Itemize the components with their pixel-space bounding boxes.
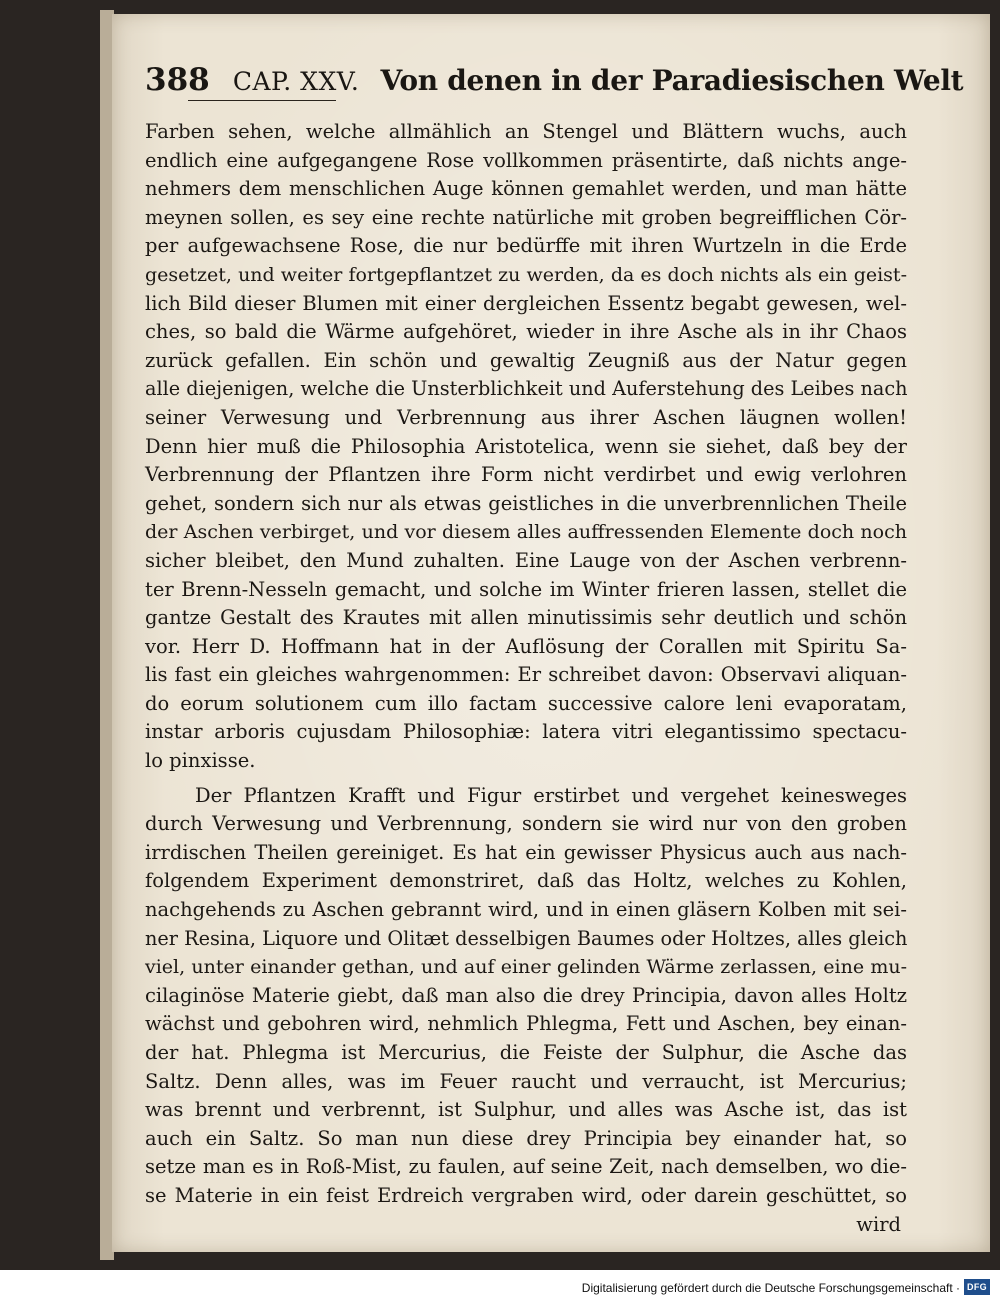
text-line: instar arboris cujusdam Philosophiæ: latera vitri elegantissimo spectacu- — [145, 720, 907, 744]
text-line: Denn hier muß die Philosophia Aristotelica, wenn sie siehet, daß bey der — [145, 434, 907, 458]
text-line: sicher bleibet, den Mund zuhalten. Eine Lauge von der Aschen verbrenn- — [145, 548, 907, 572]
catchword: wird — [856, 1212, 901, 1236]
body-text — [145, 118, 907, 1239]
text-line: folgendem Experiment demonstriret, daß das Holtz, welches zu Kohlen, — [145, 869, 907, 893]
text-line: ter Brenn-Nesseln gemacht, und solche im Winter frieren lassen, stellet die — [145, 577, 907, 601]
text-line: alle diejenigen, welche die Unsterblichkeit und Auferstehung des Leibes nach — [145, 377, 908, 401]
text-line: lich Bild dieser Blumen mit einer dergleichen Essentz begabt gewesen, wel- — [145, 291, 907, 315]
text-line: wächst und gebohren wird, nehmlich Phlegma, Fett und Aschen, bey einan- — [145, 1012, 907, 1036]
chapter-label: CAP. XXV. — [232, 67, 360, 96]
text-line: gehet, sondern sich nur als etwas geistliches in die unverbrennlichen Theile — [145, 491, 907, 515]
text-line: cilaginöse Materie giebt, daß man also die drey Principia, davon alles Holtz — [145, 983, 907, 1007]
text-line: der Aschen verbirget, und vor diesem alles auffressenden Elemente doch noch — [145, 521, 907, 544]
running-title: Von denen in der Paradiesischen Welt — [380, 64, 964, 97]
text-line: setze man es in Roß-Mist, zu faulen, auf seine Zeit, nach demselben, wo die- — [145, 1155, 907, 1179]
text-line: viel, unter einander gethan, und auf einer gelinden Wärme zerlassen, eine mu- — [145, 956, 907, 979]
text-line: Saltz. Denn alles, was im Feuer raucht und verraucht, ist Mercurius; — [145, 1069, 907, 1093]
text-line: do eorum solutionem cum illo factam successive calore leni evaporatam, — [145, 691, 907, 715]
text-line: gantze Gestalt des Krautes mit allen minutissimis sehr deutlich und schön — [145, 606, 907, 630]
text-line: Verbrennung der Pflantzen ihre Form nicht verdirbet und ewig verlohren — [145, 463, 907, 487]
text-line: seiner Verwesung und Verbrennung aus ihrer Aschen läugnen wollen! — [145, 405, 907, 429]
header-rule — [188, 100, 336, 101]
text-line: nachgehends zu Aschen gebrannt wird, und in einen gläsern Kolben mit sei- — [145, 898, 907, 922]
text-line: Farben sehen, welche allmählich an Stengel und Blättern wuchs, auch — [145, 120, 907, 143]
text-line: endlich eine aufgegangene Rose vollkommen präsentirte, daß nichts ange- — [145, 148, 907, 172]
text-line: gesetzet, und weiter fortgepflantzet zu werden, da es doch nichts als ein geist- — [145, 263, 907, 286]
text-line: auch ein Saltz. So man nun diese drey Principia bey einander hat, so — [145, 1126, 907, 1150]
text-line: meynen sollen, es sey eine rechte natürliche mit groben begreifflichen Cör- — [145, 205, 907, 229]
text-line: vor. Herr D. Hoffmann hat in der Auflösung der Corallen mit Spiritu Sa- — [145, 634, 907, 658]
page-number: 388 — [145, 62, 210, 98]
dfg-logo: DFG — [964, 1279, 990, 1295]
digitization-credit: Digitalisierung gefördert durch die Deutsche Forschungsgemeinschaft · — [581, 1281, 960, 1295]
text-line: durch Verwesung und Verbrennung, sondern sie wird nur von den groben — [145, 812, 907, 836]
text-line: zurück gefallen. Ein schön und gewaltig Zeugniß aus der Natur gegen — [145, 348, 907, 372]
text-line: was brennt und verbrennt, ist Sulphur, und alles was Asche ist, das ist — [145, 1098, 907, 1122]
text-line: lo pinxisse. — [145, 749, 256, 773]
running-head — [145, 62, 964, 110]
text-line: der hat. Phlegma ist Mercurius, die Feiste der Sulphur, die Asche das — [145, 1041, 907, 1064]
text-line: per aufgewachsene Rose, die nur bedürffe mit ihren Wurtzeln in die Erde — [145, 234, 907, 258]
text-line: se Materie in ein feist Erdreich vergraben wird, oder darein geschüttet, so — [145, 1183, 907, 1207]
text-line: lis fast ein gleiches wahrgenommen: Er schreibet davon: Observavi aliquan- — [145, 663, 907, 687]
text-line: Der Pflantzen Krafft und Figur erstirbet und vergehet keinesweges — [195, 783, 907, 807]
text-line: irrdischen Theilen gereiniget. Es hat ein gewisser Physicus auch aus nach- — [145, 840, 907, 864]
text-line: ner Resina, Liquore und Olitæt desselbigen Baumes oder Holtzes, alles gleich — [145, 926, 908, 950]
text-line: ches, so bald die Wärme aufgehöret, wieder in ihre Asche als in ihr Chaos — [145, 320, 907, 344]
text-line: nehmers dem menschlichen Auge können gemahlet werden, und man hätte — [145, 177, 907, 201]
